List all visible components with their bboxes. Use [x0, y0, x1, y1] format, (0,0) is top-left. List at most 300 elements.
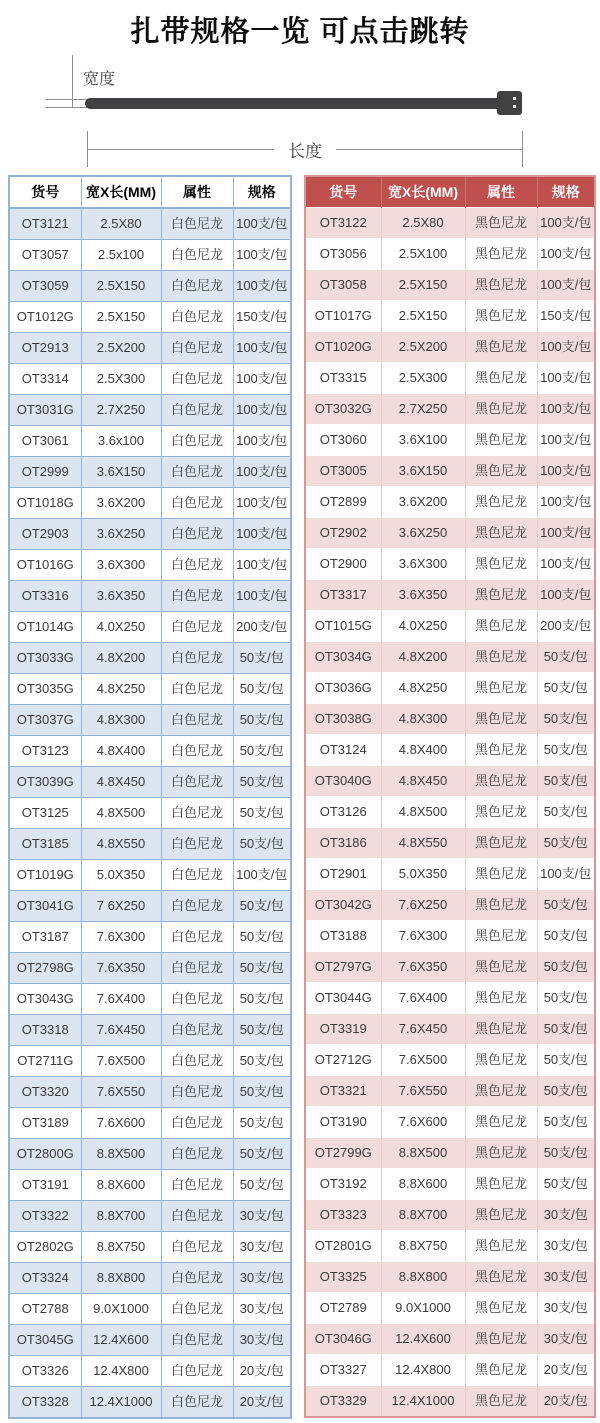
size-cell[interactable]: 4.8X250 — [81, 674, 161, 705]
size-cell[interactable]: 8.8X700 — [81, 1201, 161, 1232]
table-row[interactable] — [9, 953, 291, 984]
table-row[interactable] — [305, 549, 595, 580]
table-row[interactable] — [305, 332, 595, 363]
size-cell[interactable]: 2.5X200 — [381, 332, 465, 363]
material-cell[interactable]: 白色尼龙 — [161, 1046, 233, 1077]
pack-cell[interactable]: 100支/包 — [537, 208, 595, 239]
table-row[interactable] — [9, 581, 291, 612]
table-row[interactable] — [9, 1232, 291, 1263]
table-row[interactable] — [9, 860, 291, 891]
item-no-cell[interactable]: OT3126 — [305, 797, 381, 828]
material-cell[interactable]: 黑色尼龙 — [465, 1355, 537, 1386]
size-cell[interactable]: 8.8X700 — [381, 1200, 465, 1231]
item-no-cell[interactable]: OT2913 — [9, 333, 81, 364]
material-cell[interactable]: 黑色尼龙 — [465, 952, 537, 983]
pack-cell[interactable]: 100支/包 — [233, 426, 291, 457]
material-cell[interactable]: 白色尼龙 — [161, 395, 233, 426]
material-cell[interactable]: 黑色尼龙 — [465, 921, 537, 952]
pack-cell[interactable]: 30支/包 — [537, 1262, 595, 1293]
material-cell[interactable]: 白色尼龙 — [161, 333, 233, 364]
pack-cell[interactable]: 50支/包 — [537, 921, 595, 952]
pack-cell[interactable]: 100支/包 — [537, 859, 595, 890]
table-row[interactable] — [305, 797, 595, 828]
pack-cell[interactable]: 100支/包 — [233, 208, 291, 240]
material-cell[interactable]: 白色尼龙 — [161, 1170, 233, 1201]
item-no-cell[interactable]: OT2797G — [305, 952, 381, 983]
pack-cell[interactable]: 50支/包 — [537, 673, 595, 704]
item-no-cell[interactable]: OT3327 — [305, 1355, 381, 1386]
table-row[interactable] — [305, 921, 595, 952]
material-cell[interactable]: 黑色尼龙 — [465, 363, 537, 394]
table-row[interactable] — [305, 952, 595, 983]
table-row[interactable] — [9, 457, 291, 488]
pack-cell[interactable]: 50支/包 — [537, 735, 595, 766]
size-cell[interactable]: 2.5X80 — [381, 208, 465, 239]
material-cell[interactable]: 黑色尼龙 — [465, 549, 537, 580]
table-row[interactable] — [9, 271, 291, 302]
item-no-cell[interactable]: OT3060 — [305, 425, 381, 456]
pack-cell[interactable]: 20支/包 — [537, 1355, 595, 1386]
table-row[interactable] — [9, 798, 291, 829]
item-no-cell[interactable]: OT1015G — [305, 611, 381, 642]
material-cell[interactable]: 黑色尼龙 — [465, 1014, 537, 1045]
item-no-cell[interactable]: OT2798G — [9, 953, 81, 984]
size-cell[interactable]: 3.6X250 — [381, 518, 465, 549]
table-row[interactable] — [9, 829, 291, 860]
material-cell[interactable]: 黑色尼龙 — [465, 797, 537, 828]
item-no-cell[interactable]: OT2711G — [9, 1046, 81, 1077]
size-cell[interactable]: 2.5X150 — [81, 271, 161, 302]
table-row[interactable] — [9, 705, 291, 736]
pack-cell[interactable]: 100支/包 — [233, 457, 291, 488]
pack-cell[interactable]: 50支/包 — [537, 952, 595, 983]
size-cell[interactable]: 2.5X300 — [381, 363, 465, 394]
pack-cell[interactable]: 100支/包 — [233, 519, 291, 550]
material-cell[interactable]: 黑色尼龙 — [465, 859, 537, 890]
item-no-cell[interactable]: OT3190 — [305, 1107, 381, 1138]
material-cell[interactable]: 白色尼龙 — [161, 767, 233, 798]
material-cell[interactable]: 黑色尼龙 — [465, 983, 537, 1014]
item-no-cell[interactable]: OT3031G — [9, 395, 81, 426]
item-no-cell[interactable]: OT2901 — [305, 859, 381, 890]
item-no-cell[interactable]: OT2903 — [9, 519, 81, 550]
size-cell[interactable]: 4.8X300 — [381, 704, 465, 735]
item-no-cell[interactable]: OT3123 — [9, 736, 81, 767]
table-row[interactable] — [9, 364, 291, 395]
size-cell[interactable]: 8.8X500 — [381, 1138, 465, 1169]
pack-cell[interactable]: 150支/包 — [233, 302, 291, 333]
material-cell[interactable]: 白色尼龙 — [161, 581, 233, 612]
material-cell[interactable]: 黑色尼龙 — [465, 1293, 537, 1324]
table-row[interactable] — [305, 1262, 595, 1293]
material-cell[interactable]: 白色尼龙 — [161, 953, 233, 984]
material-cell[interactable]: 白色尼龙 — [161, 1232, 233, 1263]
material-cell[interactable]: 白色尼龙 — [161, 1294, 233, 1325]
material-cell[interactable]: 黑色尼龙 — [465, 611, 537, 642]
material-cell[interactable]: 黑色尼龙 — [465, 1138, 537, 1169]
item-no-cell[interactable]: OT3322 — [9, 1201, 81, 1232]
pack-cell[interactable]: 50支/包 — [233, 891, 291, 922]
item-no-cell[interactable]: OT3185 — [9, 829, 81, 860]
item-no-cell[interactable]: OT2788 — [9, 1294, 81, 1325]
item-no-cell[interactable]: OT3318 — [9, 1015, 81, 1046]
table-row[interactable] — [305, 1293, 595, 1324]
item-no-cell[interactable]: OT1012G — [9, 302, 81, 333]
material-cell[interactable]: 黑色尼龙 — [465, 239, 537, 270]
item-no-cell[interactable]: OT3035G — [9, 674, 81, 705]
item-no-cell[interactable]: OT3323 — [305, 1200, 381, 1231]
material-cell[interactable]: 白色尼龙 — [161, 364, 233, 395]
pack-cell[interactable]: 50支/包 — [537, 1076, 595, 1107]
item-no-cell[interactable]: OT3187 — [9, 922, 81, 953]
size-cell[interactable]: 7.6X550 — [381, 1076, 465, 1107]
item-no-cell[interactable]: OT3124 — [305, 735, 381, 766]
material-cell[interactable]: 白色尼龙 — [161, 488, 233, 519]
size-cell[interactable]: 8.8X600 — [81, 1170, 161, 1201]
pack-cell[interactable]: 30支/包 — [233, 1201, 291, 1232]
item-no-cell[interactable]: OT2801G — [305, 1231, 381, 1262]
table-row[interactable] — [9, 1325, 291, 1356]
item-no-cell[interactable]: OT3056 — [305, 239, 381, 270]
size-cell[interactable]: 4.8X450 — [381, 766, 465, 797]
item-no-cell[interactable]: OT2899 — [305, 487, 381, 518]
pack-cell[interactable]: 200支/包 — [233, 612, 291, 643]
item-no-cell[interactable]: OT3188 — [305, 921, 381, 952]
size-cell[interactable]: 2.5X200 — [81, 333, 161, 364]
table-row[interactable] — [9, 395, 291, 426]
table-row[interactable] — [305, 1076, 595, 1107]
pack-cell[interactable]: 100支/包 — [537, 425, 595, 456]
pack-cell[interactable]: 30支/包 — [233, 1263, 291, 1294]
pack-cell[interactable]: 50支/包 — [233, 922, 291, 953]
pack-cell[interactable]: 30支/包 — [537, 1324, 595, 1355]
table-row[interactable] — [9, 550, 291, 581]
item-no-cell[interactable]: OT2712G — [305, 1045, 381, 1076]
item-no-cell[interactable]: OT3034G — [305, 642, 381, 673]
pack-cell[interactable]: 100支/包 — [537, 332, 595, 363]
size-cell[interactable]: 4.8X300 — [81, 705, 161, 736]
table-row[interactable] — [9, 240, 291, 271]
pack-cell[interactable]: 50支/包 — [537, 1014, 595, 1045]
size-cell[interactable]: 8.8X800 — [381, 1262, 465, 1293]
item-no-cell[interactable]: OT3044G — [305, 983, 381, 1014]
material-cell[interactable]: 白色尼龙 — [161, 736, 233, 767]
size-cell[interactable]: 4.8X250 — [381, 673, 465, 704]
table-row[interactable] — [305, 1355, 595, 1386]
size-cell[interactable]: 4.8X200 — [381, 642, 465, 673]
material-cell[interactable]: 白色尼龙 — [161, 1077, 233, 1108]
size-cell[interactable]: 12.4X800 — [381, 1355, 465, 1386]
item-no-cell[interactable]: OT2800G — [9, 1139, 81, 1170]
table-row[interactable] — [305, 270, 595, 301]
material-cell[interactable]: 白色尼龙 — [161, 271, 233, 302]
material-cell[interactable]: 白色尼龙 — [161, 891, 233, 922]
size-cell[interactable]: 2.5x100 — [81, 240, 161, 271]
table-row[interactable] — [305, 208, 595, 239]
pack-cell[interactable]: 50支/包 — [537, 1045, 595, 1076]
material-cell[interactable]: 黑色尼龙 — [465, 1231, 537, 1262]
size-cell[interactable]: 7.6X500 — [381, 1045, 465, 1076]
table-row[interactable] — [9, 891, 291, 922]
pack-cell[interactable]: 50支/包 — [233, 829, 291, 860]
size-cell[interactable]: 4.8X450 — [81, 767, 161, 798]
material-cell[interactable]: 黑色尼龙 — [465, 487, 537, 518]
pack-cell[interactable]: 30支/包 — [537, 1231, 595, 1262]
size-cell[interactable]: 7 6X250 — [81, 891, 161, 922]
table-row[interactable] — [305, 1324, 595, 1355]
material-cell[interactable]: 黑色尼龙 — [465, 425, 537, 456]
item-no-cell[interactable]: OT1018G — [9, 488, 81, 519]
pack-cell[interactable]: 50支/包 — [233, 705, 291, 736]
pack-cell[interactable]: 50支/包 — [537, 766, 595, 797]
material-cell[interactable]: 白色尼龙 — [161, 1387, 233, 1419]
table-row[interactable] — [9, 1387, 291, 1419]
table-row[interactable] — [9, 208, 291, 240]
pack-cell[interactable]: 100支/包 — [233, 364, 291, 395]
pack-cell[interactable]: 30支/包 — [233, 1232, 291, 1263]
pack-cell[interactable]: 50支/包 — [233, 953, 291, 984]
pack-cell[interactable]: 100支/包 — [233, 581, 291, 612]
material-cell[interactable]: 白色尼龙 — [161, 1201, 233, 1232]
item-no-cell[interactable]: OT3121 — [9, 208, 81, 240]
item-no-cell[interactable]: OT3042G — [305, 890, 381, 921]
item-no-cell[interactable]: OT3186 — [305, 828, 381, 859]
item-no-cell[interactable]: OT3314 — [9, 364, 81, 395]
material-cell[interactable]: 白色尼龙 — [161, 302, 233, 333]
size-cell[interactable]: 3.6X150 — [81, 457, 161, 488]
table-row[interactable] — [305, 859, 595, 890]
item-no-cell[interactable]: OT3329 — [305, 1386, 381, 1418]
pack-cell[interactable]: 100支/包 — [537, 487, 595, 518]
table-row[interactable] — [305, 518, 595, 549]
table-row[interactable] — [305, 456, 595, 487]
item-no-cell[interactable]: OT3125 — [9, 798, 81, 829]
pack-cell[interactable]: 50支/包 — [233, 1015, 291, 1046]
item-no-cell[interactable]: OT3036G — [305, 673, 381, 704]
table-row[interactable] — [305, 735, 595, 766]
item-no-cell[interactable]: OT3061 — [9, 426, 81, 457]
material-cell[interactable]: 白色尼龙 — [161, 426, 233, 457]
table-row[interactable] — [9, 519, 291, 550]
size-cell[interactable]: 4.0X250 — [381, 611, 465, 642]
table-row[interactable] — [9, 674, 291, 705]
table-row[interactable] — [305, 1231, 595, 1262]
material-cell[interactable]: 黑色尼龙 — [465, 332, 537, 363]
pack-cell[interactable]: 50支/包 — [537, 983, 595, 1014]
pack-cell[interactable]: 100支/包 — [537, 363, 595, 394]
material-cell[interactable]: 白色尼龙 — [161, 1108, 233, 1139]
material-cell[interactable]: 白色尼龙 — [161, 1356, 233, 1387]
pack-cell[interactable]: 50支/包 — [537, 890, 595, 921]
item-no-cell[interactable]: OT3324 — [9, 1263, 81, 1294]
table-row[interactable] — [9, 1170, 291, 1201]
pack-cell[interactable]: 50支/包 — [537, 704, 595, 735]
size-cell[interactable]: 4.8X200 — [81, 643, 161, 674]
table-row[interactable] — [305, 1014, 595, 1045]
material-cell[interactable]: 黑色尼龙 — [465, 394, 537, 425]
table-row[interactable] — [9, 1201, 291, 1232]
pack-cell[interactable]: 30支/包 — [233, 1294, 291, 1325]
item-no-cell[interactable]: OT3033G — [9, 643, 81, 674]
table-row[interactable] — [9, 1139, 291, 1170]
size-cell[interactable]: 5.0X350 — [81, 860, 161, 891]
material-cell[interactable]: 白色尼龙 — [161, 240, 233, 271]
table-row[interactable] — [305, 766, 595, 797]
pack-cell[interactable]: 30支/包 — [537, 1200, 595, 1231]
material-cell[interactable]: 黑色尼龙 — [465, 456, 537, 487]
item-no-cell[interactable]: OT1020G — [305, 332, 381, 363]
material-cell[interactable]: 白色尼龙 — [161, 829, 233, 860]
material-cell[interactable]: 黑色尼龙 — [465, 1045, 537, 1076]
table-row[interactable] — [9, 302, 291, 333]
size-cell[interactable]: 4.8X550 — [381, 828, 465, 859]
size-cell[interactable]: 3.6x100 — [81, 426, 161, 457]
material-cell[interactable]: 黑色尼龙 — [465, 208, 537, 239]
table-row[interactable] — [305, 890, 595, 921]
pack-cell[interactable]: 100支/包 — [537, 456, 595, 487]
table-row[interactable] — [9, 612, 291, 643]
size-cell[interactable]: 4.8X500 — [81, 798, 161, 829]
pack-cell[interactable]: 50支/包 — [537, 828, 595, 859]
pack-cell[interactable]: 50支/包 — [233, 1108, 291, 1139]
size-cell[interactable]: 8.8X500 — [81, 1139, 161, 1170]
item-no-cell[interactable]: OT3191 — [9, 1170, 81, 1201]
size-cell[interactable]: 4.0X250 — [81, 612, 161, 643]
size-cell[interactable]: 3.6X250 — [81, 519, 161, 550]
table-row[interactable] — [9, 1356, 291, 1387]
pack-cell[interactable]: 20支/包 — [537, 1386, 595, 1418]
item-no-cell[interactable]: OT3328 — [9, 1387, 81, 1419]
size-cell[interactable]: 3.6X300 — [381, 549, 465, 580]
material-cell[interactable]: 白色尼龙 — [161, 612, 233, 643]
size-cell[interactable]: 3.6X150 — [381, 456, 465, 487]
table-row[interactable] — [305, 239, 595, 270]
item-no-cell[interactable]: OT3315 — [305, 363, 381, 394]
item-no-cell[interactable]: OT3189 — [9, 1108, 81, 1139]
item-no-cell[interactable]: OT3046G — [305, 1324, 381, 1355]
material-cell[interactable]: 白色尼龙 — [161, 798, 233, 829]
pack-cell[interactable]: 50支/包 — [537, 1169, 595, 1200]
size-cell[interactable]: 7.6X300 — [381, 921, 465, 952]
item-no-cell[interactable]: OT3122 — [305, 208, 381, 239]
material-cell[interactable]: 白色尼龙 — [161, 550, 233, 581]
size-cell[interactable]: 4.8X550 — [81, 829, 161, 860]
size-cell[interactable]: 8.8X800 — [81, 1263, 161, 1294]
item-no-cell[interactable]: OT3039G — [9, 767, 81, 798]
size-cell[interactable]: 3.6X200 — [381, 487, 465, 518]
table-row[interactable] — [9, 922, 291, 953]
material-cell[interactable]: 白色尼龙 — [161, 860, 233, 891]
pack-cell[interactable]: 50支/包 — [233, 1170, 291, 1201]
material-cell[interactable]: 黑色尼龙 — [465, 1076, 537, 1107]
pack-cell[interactable]: 50支/包 — [233, 798, 291, 829]
material-cell[interactable]: 黑色尼龙 — [465, 766, 537, 797]
size-cell[interactable]: 4.8X400 — [81, 736, 161, 767]
item-no-cell[interactable]: OT3317 — [305, 580, 381, 611]
size-cell[interactable]: 9.0X1000 — [381, 1293, 465, 1324]
pack-cell[interactable]: 50支/包 — [233, 767, 291, 798]
size-cell[interactable]: 4.8X400 — [381, 735, 465, 766]
size-cell[interactable]: 2.5X150 — [381, 301, 465, 332]
pack-cell[interactable]: 100支/包 — [233, 395, 291, 426]
size-cell[interactable]: 3.6X300 — [81, 550, 161, 581]
pack-cell[interactable]: 100支/包 — [233, 240, 291, 271]
size-cell[interactable]: 7.6X350 — [381, 952, 465, 983]
item-no-cell[interactable]: OT1016G — [9, 550, 81, 581]
item-no-cell[interactable]: OT2789 — [305, 1293, 381, 1324]
pack-cell[interactable]: 100支/包 — [537, 239, 595, 270]
table-row[interactable] — [9, 736, 291, 767]
pack-cell[interactable]: 50支/包 — [537, 642, 595, 673]
pack-cell[interactable]: 100支/包 — [233, 550, 291, 581]
material-cell[interactable]: 白色尼龙 — [161, 643, 233, 674]
table-row[interactable] — [305, 673, 595, 704]
size-cell[interactable]: 7.6X300 — [81, 922, 161, 953]
material-cell[interactable]: 白色尼龙 — [161, 1139, 233, 1170]
item-no-cell[interactable]: OT2799G — [305, 1138, 381, 1169]
item-no-cell[interactable]: OT3038G — [305, 704, 381, 735]
material-cell[interactable]: 白色尼龙 — [161, 1263, 233, 1294]
item-no-cell[interactable]: OT3041G — [9, 891, 81, 922]
size-cell[interactable]: 8.8X750 — [81, 1232, 161, 1263]
size-cell[interactable]: 2.5X150 — [81, 302, 161, 333]
item-no-cell[interactable]: OT3059 — [9, 271, 81, 302]
material-cell[interactable]: 黑色尼龙 — [465, 1386, 537, 1418]
material-cell[interactable]: 白色尼龙 — [161, 208, 233, 240]
size-cell[interactable]: 12.4X800 — [81, 1356, 161, 1387]
table-row[interactable] — [305, 1138, 595, 1169]
item-no-cell[interactable]: OT3037G — [9, 705, 81, 736]
table-row[interactable] — [305, 1200, 595, 1231]
material-cell[interactable]: 白色尼龙 — [161, 519, 233, 550]
table-row[interactable] — [305, 394, 595, 425]
table-row[interactable] — [305, 363, 595, 394]
item-no-cell[interactable]: OT1014G — [9, 612, 81, 643]
table-row[interactable] — [9, 1077, 291, 1108]
pack-cell[interactable]: 100支/包 — [537, 580, 595, 611]
material-cell[interactable]: 白色尼龙 — [161, 1015, 233, 1046]
size-cell[interactable]: 3.6X350 — [81, 581, 161, 612]
size-cell[interactable]: 4.8X500 — [381, 797, 465, 828]
item-no-cell[interactable]: OT3325 — [305, 1262, 381, 1293]
item-no-cell[interactable]: OT1017G — [305, 301, 381, 332]
table-row[interactable] — [9, 488, 291, 519]
item-no-cell[interactable]: OT2902 — [305, 518, 381, 549]
size-cell[interactable]: 7.6X550 — [81, 1077, 161, 1108]
material-cell[interactable]: 黑色尼龙 — [465, 1107, 537, 1138]
size-cell[interactable]: 7.6X350 — [81, 953, 161, 984]
item-no-cell[interactable]: OT3032G — [305, 394, 381, 425]
pack-cell[interactable]: 100支/包 — [233, 271, 291, 302]
material-cell[interactable]: 黑色尼龙 — [465, 1324, 537, 1355]
item-no-cell[interactable]: OT3043G — [9, 984, 81, 1015]
pack-cell[interactable]: 50支/包 — [233, 1077, 291, 1108]
size-cell[interactable]: 8.8X600 — [381, 1169, 465, 1200]
item-no-cell[interactable]: OT3326 — [9, 1356, 81, 1387]
size-cell[interactable]: 3.6X100 — [381, 425, 465, 456]
size-cell[interactable]: 12.4X1000 — [81, 1387, 161, 1419]
size-cell[interactable]: 7.6X600 — [381, 1107, 465, 1138]
pack-cell[interactable]: 30支/包 — [233, 1325, 291, 1356]
table-row[interactable] — [305, 983, 595, 1014]
pack-cell[interactable]: 50支/包 — [537, 797, 595, 828]
item-no-cell[interactable]: OT1019G — [9, 860, 81, 891]
pack-cell[interactable]: 100支/包 — [233, 860, 291, 891]
size-cell[interactable]: 5.0X350 — [381, 859, 465, 890]
table-row[interactable] — [9, 767, 291, 798]
table-row[interactable] — [305, 425, 595, 456]
size-cell[interactable]: 2.5X100 — [381, 239, 465, 270]
